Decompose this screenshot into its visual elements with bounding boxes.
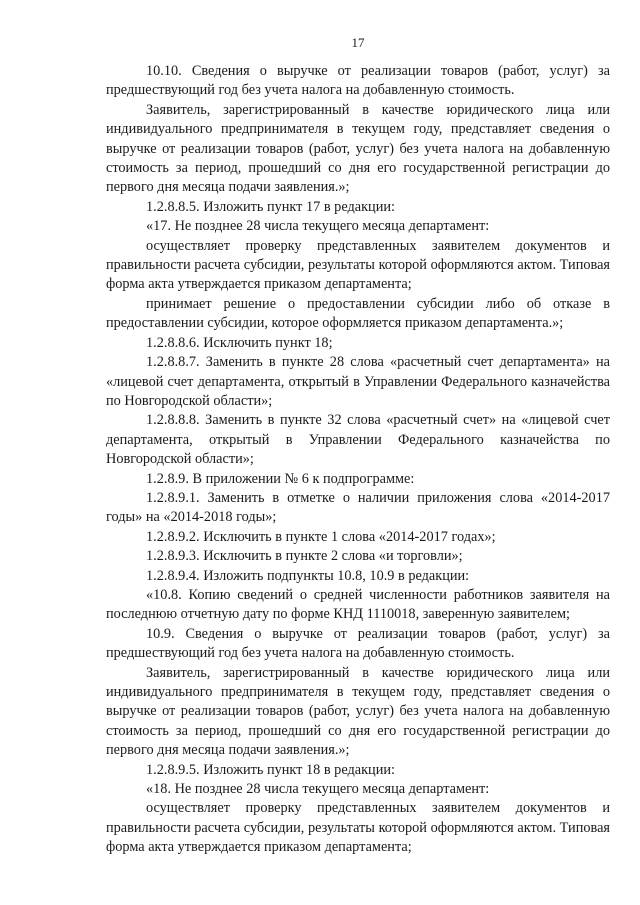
paragraph: 1.2.8.9.2. Исключить в пункте 1 слова «2014-2017 годах»; <box>146 528 496 545</box>
paragraph: 10.9. Сведения о выручке от реализации товаров (работ, услуг) за предшествующий год без учета налога на добавленную стоимость. <box>106 625 610 662</box>
paragraph: осуществляет проверку представленных заявителем документов и правильности расчета субсидии, результаты которой оформляются актом. Типовая форма акта утверждается приказом департамента; <box>106 800 610 856</box>
paragraph: «10.8. Копию сведений о средней численности работников заявителя на последнюю отчетную дату по форме КНД 1110018, заверенную заявителем; <box>106 586 610 623</box>
document-body <box>106 62 610 858</box>
paragraph: «18. Не позднее 28 числа текущего месяца департамент: <box>146 781 490 798</box>
paragraph: 1.2.8.9.5. Изложить пункт 18 в редакции: <box>146 761 395 778</box>
paragraph: принимает решение о предоставлении субсидии либо об отказе в предоставлении субсидии, которое оформляется приказом департамента.»; <box>106 295 610 332</box>
document-page <box>106 0 610 905</box>
paragraph: Заявитель, зарегистрированный в качестве юридического лица или индивидуального предпринимателя в текущем году, представляет сведения о выручке от реализации товаров (работ, услуг) без учета налога на добавленную стоимость за период, прошедший со дня его государственной регистрации до первого дня месяца подачи заявления.»; <box>106 101 610 196</box>
paragraph: «17. Не позднее 28 числа текущего месяца департамент: <box>146 218 490 235</box>
paragraph: 1.2.8.8.6. Исключить пункт 18; <box>146 334 333 351</box>
paragraph: 1.2.8.8.7. Заменить в пункте 28 слова «расчетный счет департамента» на «лицевой счет департамента, открытый в Управлении Федерального казначейства по Новгородской области»; <box>106 354 610 409</box>
page-number: 17 <box>351 35 365 50</box>
paragraph: 1.2.8.9. В приложении № 6 к подпрограмме: <box>146 470 415 487</box>
paragraph: Заявитель, зарегистрированный в качестве юридического лица или индивидуального предпринимателя в текущем году, представляет сведения о выручке от реализации товаров (работ, услуг) без учета налога на добавленную стоимость за период, прошедший со дня его государственной регистрации до первого дня месяца подачи заявления.»; <box>106 664 610 759</box>
paragraph: 10.10. Сведения о выручке от реализации товаров (работ, услуг) за предшествующий год без учета налога на добавленную стоимость. <box>106 63 610 99</box>
paragraph: 1.2.8.9.3. Исключить в пункте 2 слова «и торговли»; <box>146 548 463 565</box>
paragraph: 1.2.8.9.4. Изложить подпункты 10.8, 10.9 в редакции: <box>146 567 470 584</box>
paragraph: 1.2.8.8.5. Изложить пункт 17 в редакции: <box>146 198 395 215</box>
paragraph: 1.2.8.9.1. Заменить в отметке о наличии приложения слова «2014-2017 годы» на «2014-2018 годы»; <box>106 489 610 526</box>
paragraph: осуществляет проверку представленных заявителем документов и правильности расчета субсидии, результаты которой оформляются актом. Типовая форма акта утверждается приказом департамента; <box>106 237 610 293</box>
paragraph: 1.2.8.8.8. Заменить в пункте 32 слова «расчетный счет» на «лицевой счет департамента, открытый в Управлении Федерального казначейства по Новгородской области»; <box>106 412 610 468</box>
